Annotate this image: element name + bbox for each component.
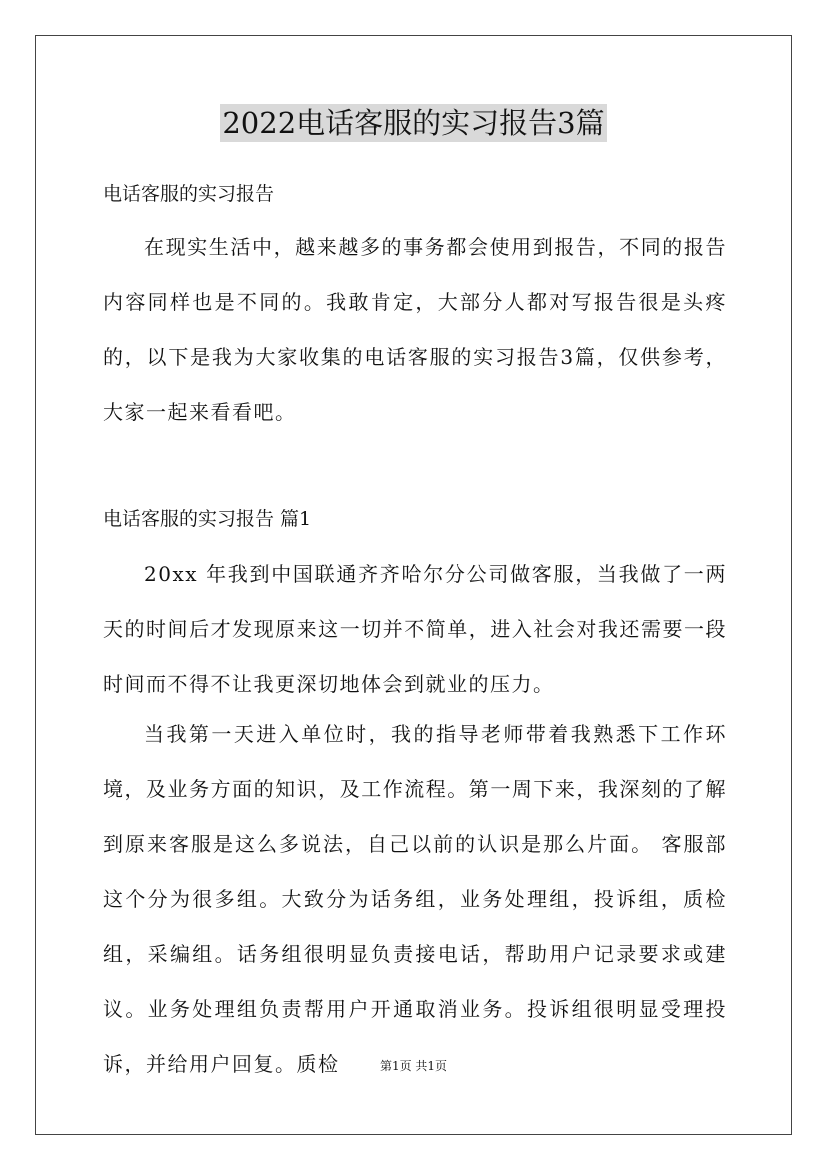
intro-paragraph: 在现实生活中，越来越多的事务都会使用到报告，不同的报告内容同样也是不同的。我敢肯定，大部分人都对写报告很是头疼的，以下是我为大家收集的电话客服的实习报告3篇，仅供参考，大家一起来看看吧。 [103,235,727,424]
title-wrap [0,104,827,142]
intro-heading: 电话客服的实习报告 [103,183,275,205]
section1-paragraph-2: 当我第一天进入单位时，我的指导老师带着我熟悉下工作环境，及业务方面的知识，及工作流程。第一周下来，我深刻的了解到原来客服是这么多说法，自己以前的认识是那么片面。 客服部这个分为很多组。大致分为话务组，业务处理组，投诉组，质检组，采编组。话务组很明显负责接电话，帮助用户记录要求或建议。业务处理组负责帮用户开通取消业务。投诉组很明显受理投诉，并给用户回复。质检 [103,722,727,1076]
document-title: 2022电话客服的实习报告3篇 [222,106,605,140]
section1-heading: 电话客服的实习报告 篇1 [103,508,312,530]
page-footer: 第1页 共1页 [379,1059,448,1073]
section1-paragraph-1: 20xx 年我到中国联通齐齐哈尔分公司做客服，当我做了一两天的时间后才发现原来这一切并不简单，进入社会对我还需要一段时间而不得不让我更深切地体会到就业的压力。 [103,562,727,696]
